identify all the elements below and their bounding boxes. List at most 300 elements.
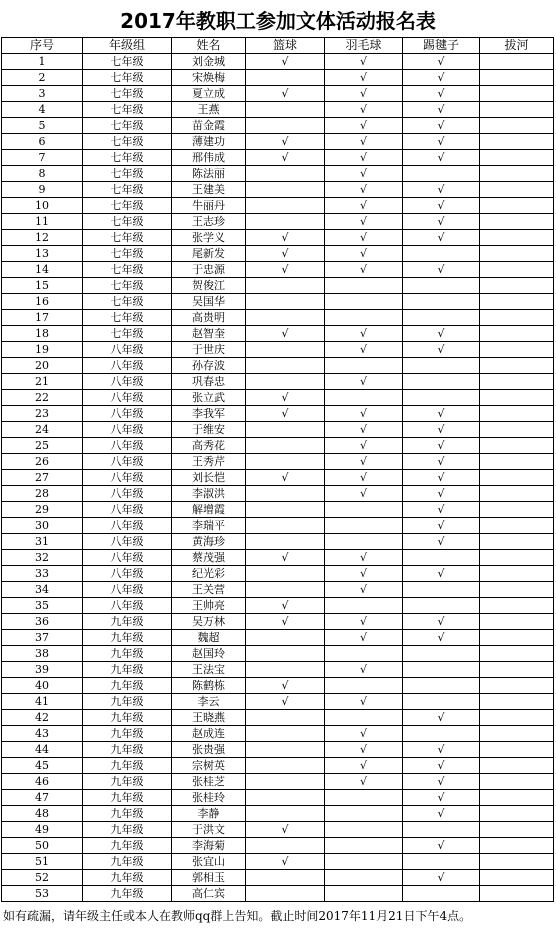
cell-basketball: √	[246, 678, 325, 694]
cell-tug-of-war	[480, 358, 554, 374]
cell-jianzi	[403, 278, 480, 294]
cell-tug-of-war	[480, 278, 554, 294]
cell-basketball	[246, 70, 325, 86]
cell-tug-of-war	[480, 502, 554, 518]
cell-name: 张学义	[172, 230, 246, 246]
cell-basketball	[246, 726, 325, 742]
cell-name: 张桂玲	[172, 790, 246, 806]
cell-grade: 九年级	[83, 806, 172, 822]
cell-no: 39	[2, 662, 83, 678]
cell-basketball: √	[246, 598, 325, 614]
cell-jianzi: √	[403, 470, 480, 486]
cell-jianzi	[403, 246, 480, 262]
cell-no: 9	[2, 182, 83, 198]
cell-basketball	[246, 758, 325, 774]
cell-jianzi: √	[403, 502, 480, 518]
cell-no: 29	[2, 502, 83, 518]
cell-jianzi: √	[403, 230, 480, 246]
cell-jianzi: √	[403, 566, 480, 582]
cell-name: 高秀花	[172, 438, 246, 454]
cell-name: 宋焕梅	[172, 70, 246, 86]
cell-badminton	[325, 854, 403, 870]
cell-no: 2	[2, 70, 83, 86]
cell-no: 15	[2, 278, 83, 294]
table-row	[2, 854, 554, 870]
cell-name: 赵成连	[172, 726, 246, 742]
cell-no: 23	[2, 406, 83, 422]
cell-name: 赵智奎	[172, 326, 246, 342]
cell-badminton: √	[325, 70, 403, 86]
cell-tug-of-war	[480, 70, 554, 86]
cell-name: 李淑洪	[172, 486, 246, 502]
cell-jianzi: √	[403, 342, 480, 358]
cell-name: 张宜山	[172, 854, 246, 870]
cell-name: 魏超	[172, 630, 246, 646]
cell-jianzi	[403, 390, 480, 406]
cell-jianzi: √	[403, 326, 480, 342]
cell-name: 李云	[172, 694, 246, 710]
cell-name: 于洪文	[172, 822, 246, 838]
cell-name: 吴国华	[172, 294, 246, 310]
cell-name: 刘长恺	[172, 470, 246, 486]
cell-badminton: √	[325, 214, 403, 230]
cell-tug-of-war	[480, 374, 554, 390]
table-row	[2, 598, 554, 614]
cell-no: 37	[2, 630, 83, 646]
cell-tug-of-war	[480, 726, 554, 742]
table-row	[2, 262, 554, 278]
cell-no: 51	[2, 854, 83, 870]
table-row	[2, 150, 554, 166]
cell-tug-of-war	[480, 166, 554, 182]
cell-badminton: √	[325, 374, 403, 390]
table-row	[2, 726, 554, 742]
cell-basketball	[246, 838, 325, 854]
cell-badminton: √	[325, 550, 403, 566]
header-no: 序号	[2, 38, 83, 54]
cell-basketball	[246, 102, 325, 118]
cell-no: 7	[2, 150, 83, 166]
cell-tug-of-war	[480, 518, 554, 534]
cell-jianzi: √	[403, 134, 480, 150]
cell-grade: 八年级	[83, 374, 172, 390]
cell-badminton: √	[325, 742, 403, 758]
cell-tug-of-war	[480, 470, 554, 486]
cell-jianzi: √	[403, 102, 480, 118]
cell-tug-of-war	[480, 742, 554, 758]
table-row	[2, 790, 554, 806]
cell-grade: 九年级	[83, 870, 172, 886]
cell-grade: 八年级	[83, 390, 172, 406]
cell-grade: 八年级	[83, 550, 172, 566]
table-row	[2, 230, 554, 246]
cell-badminton: √	[325, 150, 403, 166]
header-grade: 年级组	[83, 38, 172, 54]
cell-badminton	[325, 390, 403, 406]
cell-name: 刘金城	[172, 54, 246, 70]
cell-tug-of-war	[480, 182, 554, 198]
cell-grade: 七年级	[83, 102, 172, 118]
registration-table	[1, 37, 554, 902]
cell-name: 高仁宾	[172, 886, 246, 902]
cell-tug-of-war	[480, 438, 554, 454]
cell-badminton: √	[325, 54, 403, 70]
cell-name: 李我军	[172, 406, 246, 422]
cell-grade: 七年级	[83, 326, 172, 342]
cell-jianzi	[403, 310, 480, 326]
cell-no: 44	[2, 742, 83, 758]
cell-basketball	[246, 870, 325, 886]
cell-name: 蔡茂强	[172, 550, 246, 566]
cell-grade: 九年级	[83, 630, 172, 646]
cell-no: 20	[2, 358, 83, 374]
cell-name: 尾新发	[172, 246, 246, 262]
cell-jianzi: √	[403, 422, 480, 438]
cell-tug-of-war	[480, 822, 554, 838]
table-row	[2, 278, 554, 294]
cell-tug-of-war	[480, 118, 554, 134]
cell-grade: 八年级	[83, 502, 172, 518]
cell-tug-of-war	[480, 406, 554, 422]
cell-tug-of-war	[480, 54, 554, 70]
cell-no: 12	[2, 230, 83, 246]
cell-grade: 七年级	[83, 294, 172, 310]
cell-jianzi	[403, 886, 480, 902]
table-row	[2, 646, 554, 662]
cell-name: 贺俊江	[172, 278, 246, 294]
cell-grade: 七年级	[83, 86, 172, 102]
cell-tug-of-war	[480, 838, 554, 854]
cell-jianzi: √	[403, 262, 480, 278]
cell-no: 32	[2, 550, 83, 566]
cell-grade: 七年级	[83, 70, 172, 86]
cell-jianzi: √	[403, 118, 480, 134]
cell-tug-of-war	[480, 246, 554, 262]
cell-jianzi: √	[403, 790, 480, 806]
cell-tug-of-war	[480, 550, 554, 566]
footer-note: 如有疏漏，请年级主任或本人在教师qq群上告知。截止时间2017年11月21日下午4点。	[3, 909, 472, 923]
cell-tug-of-war	[480, 326, 554, 342]
cell-no: 3	[2, 86, 83, 102]
cell-tug-of-war	[480, 646, 554, 662]
cell-grade: 七年级	[83, 278, 172, 294]
table-row	[2, 710, 554, 726]
cell-grade: 七年级	[83, 166, 172, 182]
cell-badminton	[325, 502, 403, 518]
cell-badminton: √	[325, 566, 403, 582]
cell-tug-of-war	[480, 662, 554, 678]
cell-badminton: √	[325, 662, 403, 678]
cell-name: 苗金霞	[172, 118, 246, 134]
cell-name: 薄建功	[172, 134, 246, 150]
cell-tug-of-war	[480, 566, 554, 582]
table-row	[2, 614, 554, 630]
cell-no: 42	[2, 710, 83, 726]
table-row	[2, 166, 554, 182]
cell-jianzi: √	[403, 406, 480, 422]
cell-tug-of-war	[480, 486, 554, 502]
table-row	[2, 534, 554, 550]
table-row	[2, 502, 554, 518]
cell-badminton	[325, 294, 403, 310]
cell-jianzi	[403, 694, 480, 710]
cell-name: 陈法丽	[172, 166, 246, 182]
table-row	[2, 214, 554, 230]
table-row	[2, 294, 554, 310]
cell-basketball	[246, 214, 325, 230]
cell-name: 李瑞平	[172, 518, 246, 534]
cell-badminton: √	[325, 758, 403, 774]
cell-jianzi	[403, 678, 480, 694]
cell-basketball	[246, 182, 325, 198]
cell-no: 47	[2, 790, 83, 806]
cell-grade: 八年级	[83, 438, 172, 454]
table-row	[2, 742, 554, 758]
cell-grade: 八年级	[83, 566, 172, 582]
cell-name: 赵国玲	[172, 646, 246, 662]
table-row	[2, 630, 554, 646]
cell-basketball	[246, 518, 325, 534]
table-row	[2, 102, 554, 118]
cell-grade: 九年级	[83, 774, 172, 790]
cell-no: 4	[2, 102, 83, 118]
cell-no: 28	[2, 486, 83, 502]
cell-no: 27	[2, 470, 83, 486]
cell-name: 孙存波	[172, 358, 246, 374]
cell-badminton: √	[325, 726, 403, 742]
cell-grade: 九年级	[83, 758, 172, 774]
cell-tug-of-war	[480, 198, 554, 214]
cell-jianzi: √	[403, 150, 480, 166]
cell-name: 黄海珍	[172, 534, 246, 550]
cell-tug-of-war	[480, 870, 554, 886]
table-row	[2, 390, 554, 406]
cell-basketball	[246, 630, 325, 646]
cell-basketball	[246, 118, 325, 134]
cell-no: 34	[2, 582, 83, 598]
cell-name: 吴万林	[172, 614, 246, 630]
cell-jianzi: √	[403, 70, 480, 86]
cell-grade: 七年级	[83, 262, 172, 278]
cell-basketball: √	[246, 230, 325, 246]
cell-name: 张桂芝	[172, 774, 246, 790]
cell-basketball	[246, 790, 325, 806]
cell-badminton	[325, 710, 403, 726]
cell-basketball: √	[246, 150, 325, 166]
cell-name: 于忠源	[172, 262, 246, 278]
cell-name: 夏立成	[172, 86, 246, 102]
cell-no: 22	[2, 390, 83, 406]
cell-tug-of-war	[480, 422, 554, 438]
table-row	[2, 422, 554, 438]
cell-name: 陈鹤栋	[172, 678, 246, 694]
table-row	[2, 406, 554, 422]
cell-badminton: √	[325, 470, 403, 486]
cell-badminton	[325, 838, 403, 854]
cell-jianzi: √	[403, 214, 480, 230]
cell-jianzi	[403, 854, 480, 870]
cell-badminton: √	[325, 630, 403, 646]
cell-basketball	[246, 198, 325, 214]
header-name: 姓名	[172, 38, 246, 54]
cell-badminton: √	[325, 774, 403, 790]
header-basketball: 篮球	[246, 38, 325, 54]
table-row	[2, 886, 554, 902]
cell-badminton: √	[325, 198, 403, 214]
table-row	[2, 118, 554, 134]
cell-basketball	[246, 806, 325, 822]
cell-no: 5	[2, 118, 83, 134]
cell-jianzi: √	[403, 614, 480, 630]
cell-grade: 七年级	[83, 230, 172, 246]
cell-jianzi: √	[403, 54, 480, 70]
cell-name: 纪光彩	[172, 566, 246, 582]
cell-jianzi	[403, 358, 480, 374]
cell-no: 11	[2, 214, 83, 230]
cell-badminton: √	[325, 454, 403, 470]
cell-badminton: √	[325, 230, 403, 246]
cell-name: 宗树英	[172, 758, 246, 774]
cell-no: 24	[2, 422, 83, 438]
cell-no: 48	[2, 806, 83, 822]
cell-tug-of-war	[480, 758, 554, 774]
cell-tug-of-war	[480, 694, 554, 710]
cell-basketball: √	[246, 694, 325, 710]
cell-grade: 七年级	[83, 246, 172, 262]
cell-jianzi	[403, 550, 480, 566]
cell-grade: 九年级	[83, 822, 172, 838]
cell-tug-of-war	[480, 454, 554, 470]
cell-basketball: √	[246, 326, 325, 342]
cell-grade: 八年级	[83, 470, 172, 486]
cell-basketball: √	[246, 262, 325, 278]
cell-badminton	[325, 822, 403, 838]
cell-jianzi: √	[403, 454, 480, 470]
table-row	[2, 838, 554, 854]
cell-name: 王秀芹	[172, 454, 246, 470]
table-row	[2, 374, 554, 390]
cell-grade: 七年级	[83, 310, 172, 326]
cell-jianzi	[403, 822, 480, 838]
cell-jianzi: √	[403, 630, 480, 646]
table-row	[2, 774, 554, 790]
cell-basketball	[246, 438, 325, 454]
cell-basketball: √	[246, 822, 325, 838]
table-row	[2, 678, 554, 694]
cell-grade: 八年级	[83, 598, 172, 614]
cell-no: 40	[2, 678, 83, 694]
cell-badminton: √	[325, 342, 403, 358]
cell-no: 49	[2, 822, 83, 838]
table-row	[2, 454, 554, 470]
cell-grade: 九年级	[83, 838, 172, 854]
cell-basketball	[246, 342, 325, 358]
cell-tug-of-war	[480, 886, 554, 902]
header-jianzi: 踢毽子	[403, 38, 480, 54]
cell-no: 53	[2, 886, 83, 902]
cell-no: 19	[2, 342, 83, 358]
cell-grade: 七年级	[83, 118, 172, 134]
table-row	[2, 550, 554, 566]
cell-name: 王关营	[172, 582, 246, 598]
cell-tug-of-war	[480, 774, 554, 790]
table-row	[2, 86, 554, 102]
table-row	[2, 54, 554, 70]
table-row	[2, 822, 554, 838]
cell-tug-of-war	[480, 294, 554, 310]
cell-tug-of-war	[480, 630, 554, 646]
cell-grade: 七年级	[83, 54, 172, 70]
cell-grade: 九年级	[83, 742, 172, 758]
cell-jianzi: √	[403, 838, 480, 854]
cell-name: 王建美	[172, 182, 246, 198]
cell-name: 牛丽丹	[172, 198, 246, 214]
cell-grade: 九年级	[83, 886, 172, 902]
cell-name: 郭相玉	[172, 870, 246, 886]
cell-badminton: √	[325, 102, 403, 118]
cell-grade: 九年级	[83, 662, 172, 678]
cell-basketball	[246, 486, 325, 502]
cell-jianzi: √	[403, 486, 480, 502]
cell-jianzi: √	[403, 742, 480, 758]
cell-name: 张立武	[172, 390, 246, 406]
cell-basketball	[246, 774, 325, 790]
cell-grade: 九年级	[83, 646, 172, 662]
cell-jianzi: √	[403, 806, 480, 822]
cell-grade: 九年级	[83, 678, 172, 694]
cell-no: 18	[2, 326, 83, 342]
cell-grade: 八年级	[83, 534, 172, 550]
cell-badminton: √	[325, 614, 403, 630]
cell-no: 8	[2, 166, 83, 182]
cell-no: 50	[2, 838, 83, 854]
cell-tug-of-war	[480, 390, 554, 406]
cell-basketball: √	[246, 86, 325, 102]
cell-name: 王志珍	[172, 214, 246, 230]
cell-basketball: √	[246, 54, 325, 70]
cell-basketball: √	[246, 390, 325, 406]
cell-jianzi: √	[403, 534, 480, 550]
cell-name: 李静	[172, 806, 246, 822]
table-row	[2, 870, 554, 886]
cell-jianzi	[403, 662, 480, 678]
cell-badminton: √	[325, 422, 403, 438]
cell-grade: 八年级	[83, 406, 172, 422]
cell-no: 17	[2, 310, 83, 326]
cell-name: 李海菊	[172, 838, 246, 854]
table-row	[2, 310, 554, 326]
cell-badminton: √	[325, 134, 403, 150]
cell-basketball	[246, 294, 325, 310]
cell-badminton: √	[325, 582, 403, 598]
cell-badminton: √	[325, 86, 403, 102]
cell-basketball: √	[246, 550, 325, 566]
cell-no: 6	[2, 134, 83, 150]
cell-jianzi	[403, 726, 480, 742]
cell-tug-of-war	[480, 150, 554, 166]
cell-basketball: √	[246, 134, 325, 150]
cell-badminton: √	[325, 182, 403, 198]
cell-basketball	[246, 582, 325, 598]
cell-jianzi	[403, 646, 480, 662]
cell-tug-of-war	[480, 230, 554, 246]
cell-badminton	[325, 886, 403, 902]
cell-basketball: √	[246, 854, 325, 870]
cell-badminton	[325, 646, 403, 662]
cell-jianzi: √	[403, 438, 480, 454]
cell-no: 16	[2, 294, 83, 310]
cell-basketball	[246, 454, 325, 470]
